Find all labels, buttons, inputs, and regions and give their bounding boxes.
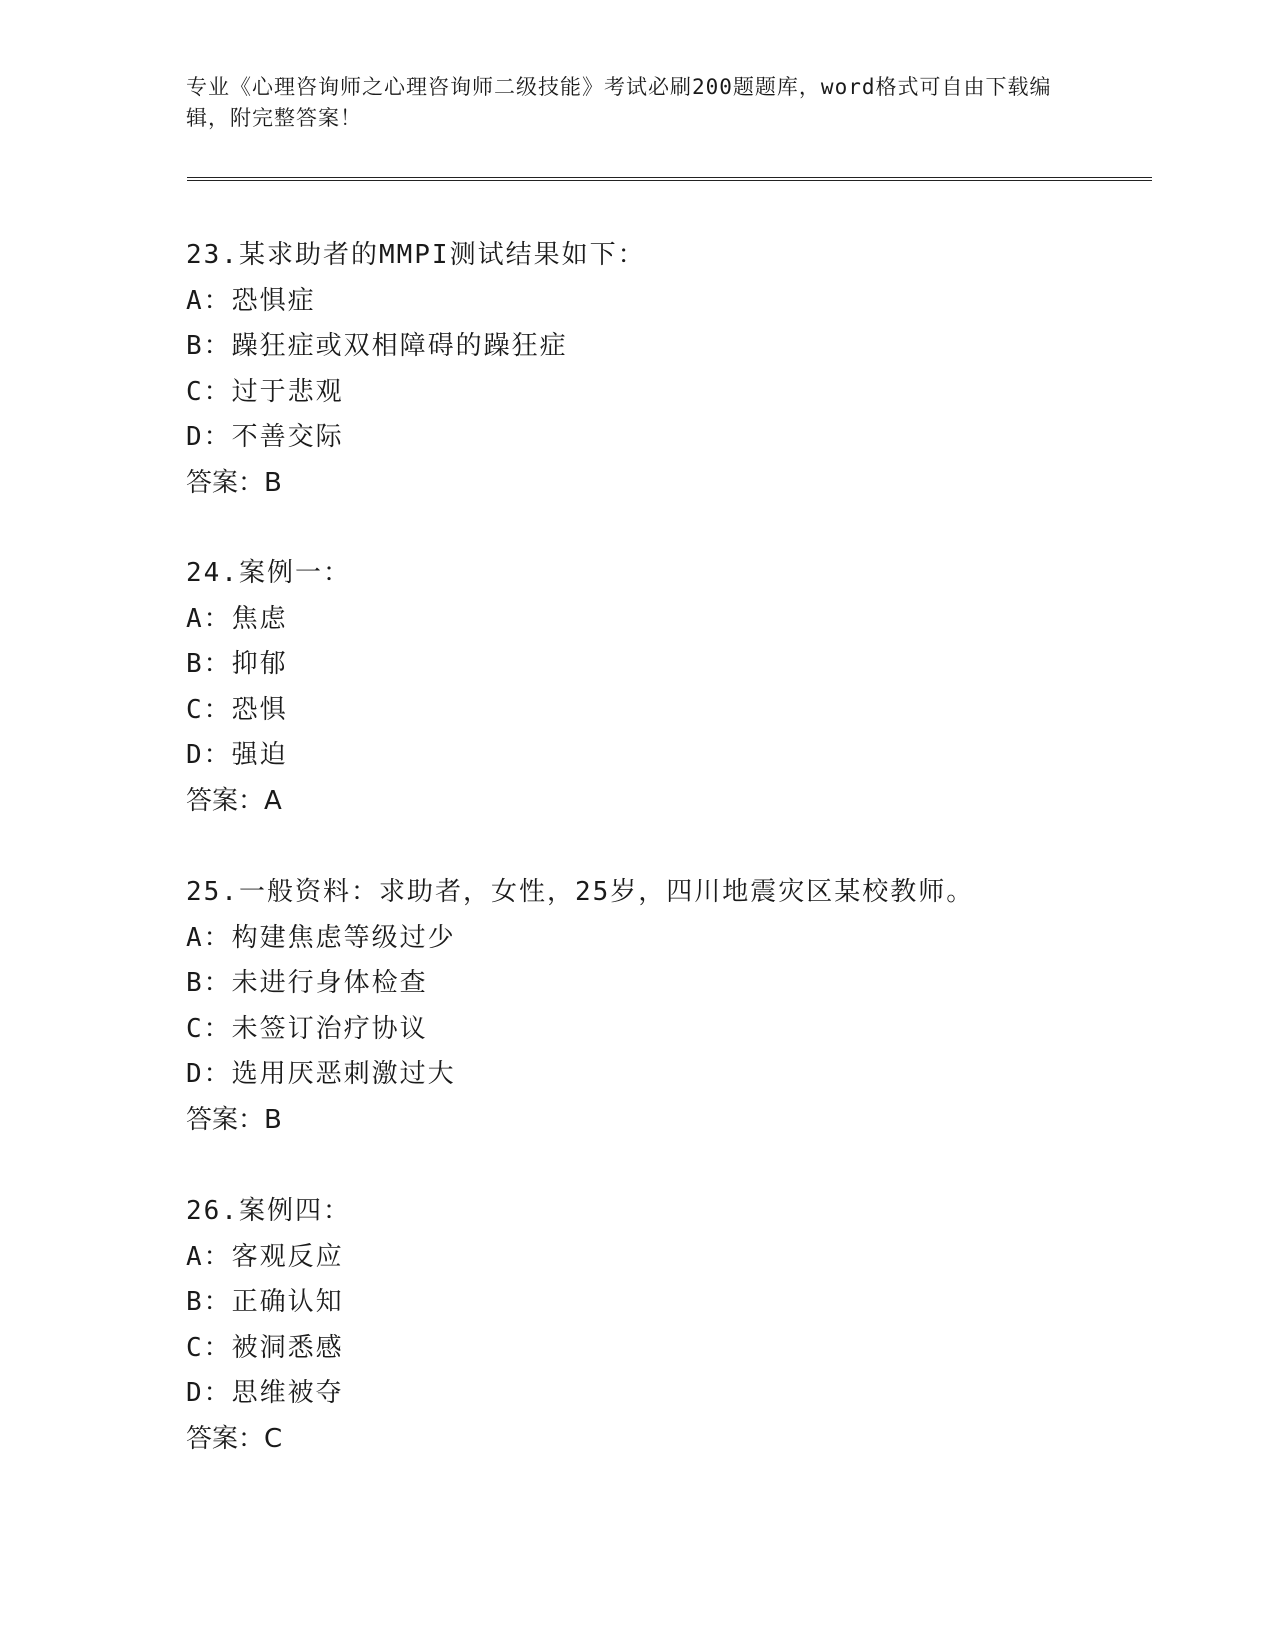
option-b: B：正确认知 [186, 1287, 344, 1317]
question-block [186, 233, 1146, 506]
option-c: C：未签订治疗协议 [186, 1013, 428, 1044]
question-block [186, 551, 1146, 824]
answer-text: 答案：A [186, 785, 282, 816]
option-c: C：恐惧 [186, 694, 288, 725]
answer-text: 答案：C [186, 1423, 283, 1454]
option-a: A：焦虑 [186, 603, 288, 634]
question-stem: 26.案例四： [186, 1196, 351, 1226]
question-block [186, 1189, 1146, 1462]
question-stem: 24.案例一： [186, 558, 351, 588]
option-c: C：被洞悉感 [186, 1332, 344, 1363]
answer-text: 答案：B [186, 467, 282, 498]
option-c: C：过于悲观 [186, 376, 344, 407]
option-b: B：抑郁 [186, 649, 288, 679]
option-d: D：强迫 [186, 740, 288, 770]
option-a: A：客观反应 [186, 1241, 344, 1272]
question-block [186, 870, 1146, 1143]
header-divider [187, 177, 1152, 181]
option-a: A：恐惧症 [186, 285, 316, 316]
option-d: D：思维被夺 [186, 1378, 344, 1408]
option-d: D：不善交际 [186, 422, 344, 452]
question-stem: 23.某求助者的MMPI测试结果如下： [186, 240, 646, 270]
answer-text: 答案：B [186, 1104, 282, 1135]
option-b: B：躁狂症或双相障碍的躁狂症 [186, 331, 568, 361]
document-header: 专业《心理咨询师之心理咨询师二级技能》考试必刷200题题库，word格式可自由下载编辑，附完整答案！ [186, 75, 1052, 130]
option-b: B：未进行身体检查 [186, 968, 428, 998]
option-a: A：构建焦虑等级过少 [186, 922, 456, 953]
question-stem: 25.一般资料：求助者，女性，25岁，四川地震灾区某校教师。 [186, 877, 975, 907]
option-d: D：选用厌恶刺激过大 [186, 1059, 456, 1089]
